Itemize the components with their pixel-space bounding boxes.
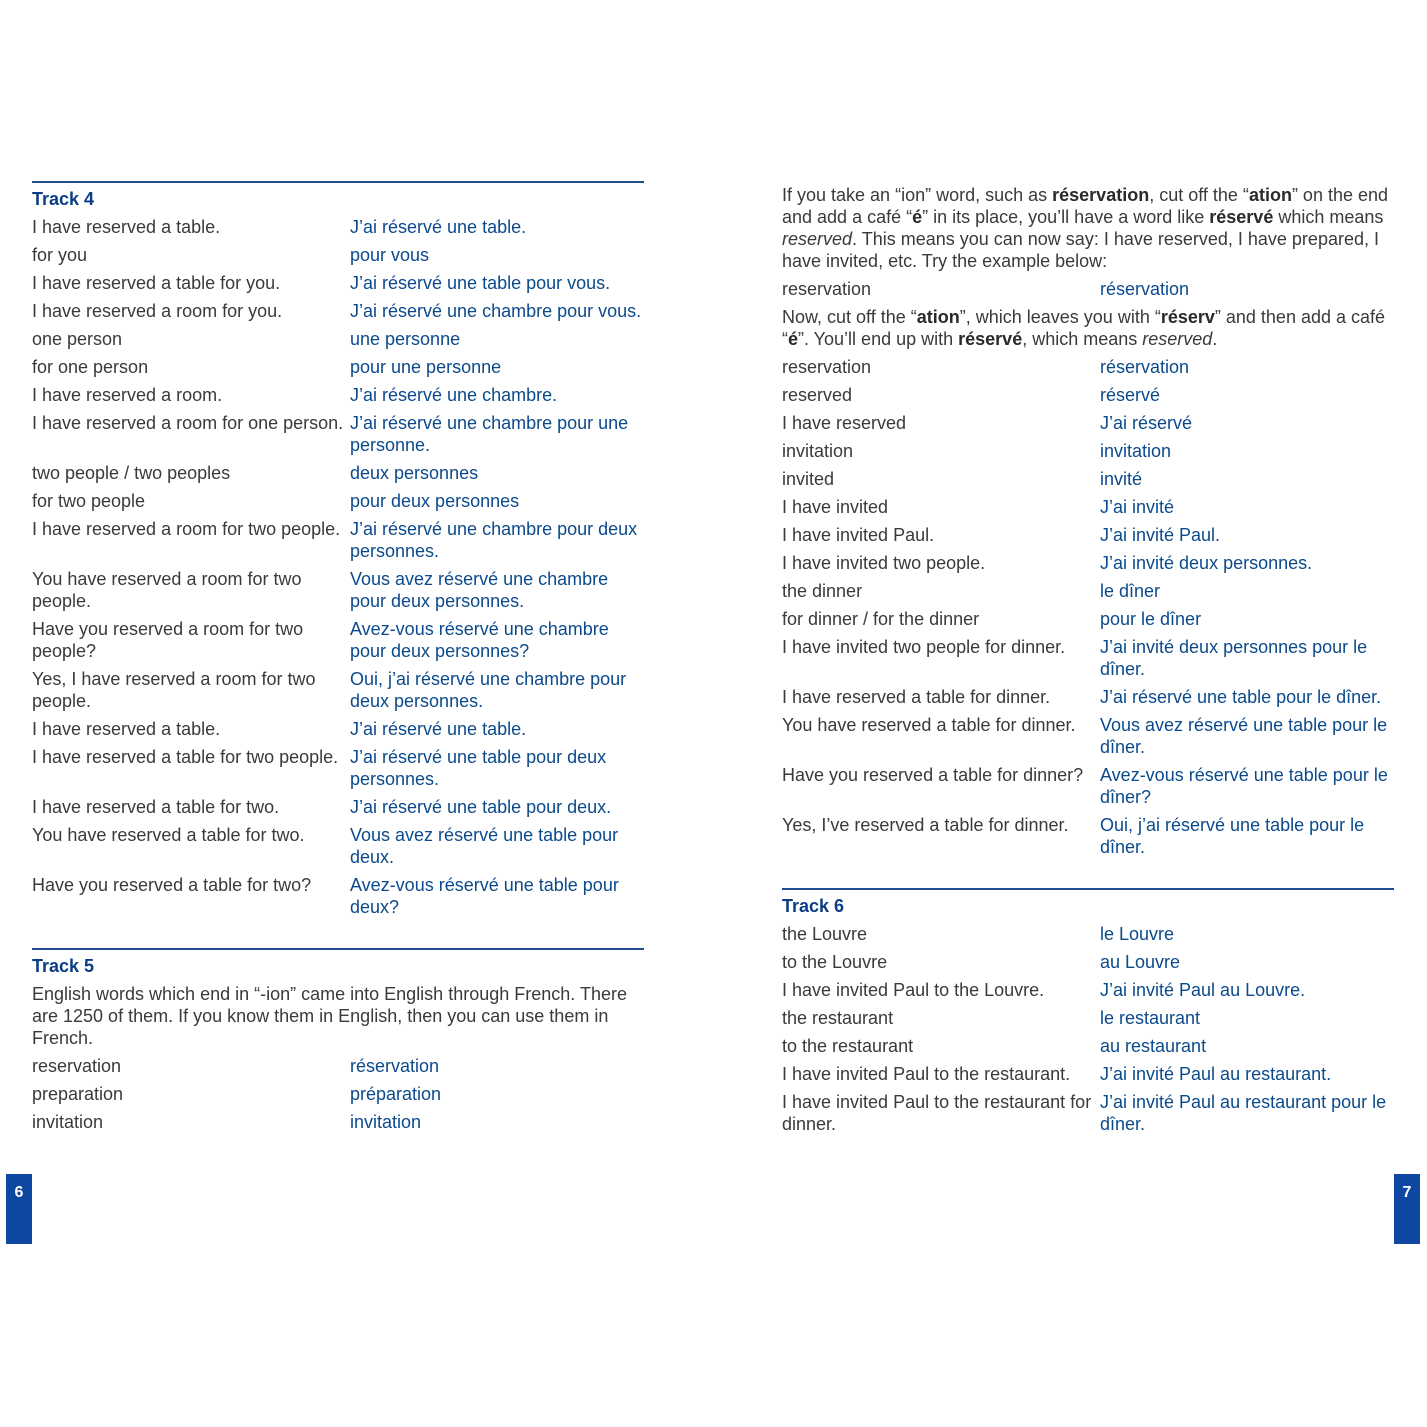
phrase-row <box>782 814 1394 858</box>
phrase-row <box>32 412 644 456</box>
english-phrase: invitation <box>782 441 854 461</box>
phrase-row <box>782 468 1394 490</box>
phrase-row <box>32 718 644 740</box>
english-phrase: I have reserved a room for you. <box>32 301 283 321</box>
phrase-row <box>32 618 644 662</box>
english-phrase: the dinner <box>782 581 863 601</box>
french-phrase: Avez-vous réservé une table pour deux? <box>350 875 619 917</box>
english-phrase: for dinner / for the dinner <box>782 609 980 629</box>
phrase-row <box>32 668 644 712</box>
english-phrase: two people / two peoples <box>32 463 231 483</box>
phrase-row <box>32 328 644 350</box>
phrase-row <box>782 951 1394 973</box>
french-phrase: réservation <box>350 1056 440 1076</box>
track5-title: Track 5 <box>32 956 95 976</box>
track5-phrase-list <box>32 1055 644 1133</box>
english-phrase: I have reserved a table. <box>32 719 221 739</box>
left-page <box>32 181 644 1139</box>
english-phrase: I have invited two people. <box>782 553 986 573</box>
french-phrase: Vous avez réservé une table pour deux. <box>350 825 619 867</box>
phrase-row <box>32 490 644 512</box>
french-phrase: Vous avez réservé une chambre pour deux personnes. <box>350 569 609 611</box>
english-phrase: I have reserved a room. <box>32 385 223 405</box>
phrase-row <box>782 384 1394 406</box>
english-phrase: for two people <box>32 491 146 511</box>
track6-title: Track 6 <box>782 896 845 916</box>
french-phrase: J’ai invité deux personnes. <box>1100 553 1313 573</box>
english-phrase: I have reserved a room for two people. <box>32 519 341 539</box>
french-phrase: invitation <box>1100 441 1172 461</box>
english-phrase: for one person <box>32 357 149 377</box>
english-phrase: I have invited Paul to the restaurant for dinner. <box>782 1092 1092 1134</box>
french-phrase: invité <box>1100 469 1143 489</box>
phrase-row <box>32 356 644 378</box>
right-page <box>782 184 1394 1141</box>
english-phrase: I have invited Paul. <box>782 525 935 545</box>
french-phrase: réservé <box>1100 385 1161 405</box>
phrase-row <box>782 278 1394 300</box>
english-phrase: Have you reserved a table for dinner? <box>782 765 1084 785</box>
phrase-row <box>782 524 1394 546</box>
english-phrase: I have invited Paul to the restaurant. <box>782 1064 1071 1084</box>
english-phrase: I have invited <box>782 497 889 517</box>
track4-title: Track 4 <box>32 189 95 209</box>
english-phrase: the restaurant <box>782 1008 894 1028</box>
phrase-row <box>782 923 1394 945</box>
phrase-row <box>32 746 644 790</box>
french-phrase: réservation <box>1100 357 1190 377</box>
phrase-row <box>782 580 1394 602</box>
phrase-row <box>32 568 644 612</box>
french-phrase: préparation <box>350 1084 442 1104</box>
english-phrase: You have reserved a room for two people. <box>32 569 302 611</box>
track6-phrase-list <box>782 923 1394 1135</box>
english-phrase: one person <box>32 329 123 349</box>
phrase-row <box>32 244 644 266</box>
phrase-row <box>32 272 644 294</box>
phrase-row <box>32 216 644 238</box>
french-phrase: J’ai invité Paul au restaurant. <box>1100 1064 1332 1084</box>
track4-phrase-list <box>32 216 644 918</box>
track6-divider <box>782 888 1394 890</box>
french-phrase: J’ai invité Paul. <box>1100 525 1221 545</box>
phrase-row <box>32 518 644 562</box>
french-phrase: deux personnes <box>350 463 479 483</box>
phrase-row <box>782 552 1394 574</box>
phrase-row <box>32 1083 644 1105</box>
english-phrase: You have reserved a table for two. <box>32 825 305 845</box>
french-phrase: au Louvre <box>1100 952 1181 972</box>
english-phrase: for you <box>32 245 88 265</box>
english-phrase: I have reserved a table for you. <box>32 273 281 293</box>
phrase-row <box>782 1063 1394 1085</box>
english-phrase: invited <box>782 469 835 489</box>
english-phrase: I have invited two people for dinner. <box>782 637 1066 657</box>
phrase-row <box>32 824 644 868</box>
french-phrase: une personne <box>350 329 461 349</box>
english-phrase: invitation <box>32 1112 104 1132</box>
french-phrase: Avez-vous réservé une chambre pour deux personnes? <box>350 619 609 661</box>
french-phrase: le restaurant <box>1100 1008 1201 1028</box>
english-phrase: reservation <box>32 1056 122 1076</box>
english-phrase: I have reserved a table. <box>32 217 221 237</box>
phrase-row <box>782 1035 1394 1057</box>
french-phrase: Vous avez réservé une table pour le dîner. <box>1100 715 1388 757</box>
phrase-row <box>782 356 1394 378</box>
french-phrase: Avez-vous réservé une table pour le dîner? <box>1100 765 1388 807</box>
phrase-row <box>32 1111 644 1133</box>
french-phrase: le dîner <box>1100 581 1161 601</box>
english-phrase: preparation <box>32 1084 124 1104</box>
french-phrase: J’ai réservé une table pour deux personnes. <box>350 747 607 789</box>
french-phrase: pour une personne <box>350 357 502 377</box>
track5-intro: English words which end in “-ion” came into English through French. There are 1250 of them. If you know them in English, then you can use them in French. <box>32 984 627 1048</box>
phrase-row <box>782 1091 1394 1135</box>
reserve-invite-phrase-list <box>782 356 1394 858</box>
french-phrase: Oui, j’ai réservé une table pour le dîner. <box>1100 815 1365 857</box>
french-phrase: pour deux personnes <box>350 491 520 511</box>
english-phrase: reservation <box>782 279 872 299</box>
english-phrase: the Louvre <box>782 924 868 944</box>
phrase-row <box>782 440 1394 462</box>
english-phrase: I have reserved <box>782 413 907 433</box>
ion-explanation-paragraph: If you take an “ion” word, such as réservation, cut off the “ation” on the end and add a café “é” in its place, you’ll have a word like réservé which means reserved. This means you can now say: I have reserved, I have prepared, I have invited, etc. Try the example below: <box>782 185 1389 271</box>
english-phrase: to the restaurant <box>782 1036 914 1056</box>
french-phrase: au restaurant <box>1100 1036 1207 1056</box>
phrase-row <box>32 384 644 406</box>
french-phrase: J’ai réservé une chambre pour deux personnes. <box>350 519 638 561</box>
french-phrase: J’ai invité <box>1100 497 1175 517</box>
phrase-row <box>782 979 1394 1001</box>
phrase-row <box>782 608 1394 630</box>
english-phrase: Yes, I’ve reserved a table for dinner. <box>782 815 1069 835</box>
english-phrase: to the Louvre <box>782 952 888 972</box>
english-phrase: I have reserved a table for two. <box>32 797 280 817</box>
phrase-row <box>782 636 1394 680</box>
french-phrase: pour vous <box>350 245 430 265</box>
phrase-row <box>32 300 644 322</box>
french-phrase: J’ai réservé une table pour vous. <box>350 273 611 293</box>
phrase-row <box>782 412 1394 434</box>
french-phrase: J’ai réservé une table. <box>350 719 527 739</box>
french-phrase: J’ai réservé une chambre pour une personne. <box>350 413 629 455</box>
phrase-row <box>782 686 1394 708</box>
english-phrase: reservation <box>782 357 872 377</box>
phrase-row <box>782 714 1394 758</box>
english-phrase: You have reserved a table for dinner. <box>782 715 1076 735</box>
page-number-tab-right: 7 <box>1394 1174 1420 1244</box>
phrase-row <box>782 764 1394 808</box>
phrase-row <box>32 796 644 818</box>
english-phrase: I have invited Paul to the Louvre. <box>782 980 1045 1000</box>
french-phrase: pour le dîner <box>1100 609 1202 629</box>
english-phrase: I have reserved a table for dinner. <box>782 687 1051 707</box>
ation-explanation-paragraph: Now, cut off the “ation”, which leaves you with “réserv” and then add a café “é”. You’ll end up with réservé, which means reserved. <box>782 307 1386 349</box>
french-phrase: J’ai réservé une table pour le dîner. <box>1100 687 1382 707</box>
english-phrase: Have you reserved a room for two people? <box>32 619 304 661</box>
english-phrase: I have reserved a table for two people. <box>32 747 339 767</box>
phrase-row <box>782 496 1394 518</box>
french-phrase: Oui, j’ai réservé une chambre pour deux personnes. <box>350 669 627 711</box>
french-phrase: J’ai invité Paul au Louvre. <box>1100 980 1306 1000</box>
english-phrase: I have reserved a room for one person. <box>32 413 344 433</box>
english-phrase: Have you reserved a table for two? <box>32 875 312 895</box>
french-phrase: J’ai invité deux personnes pour le dîner. <box>1100 637 1368 679</box>
track4-divider <box>32 181 644 183</box>
french-phrase: J’ai réservé une table pour deux. <box>350 797 612 817</box>
french-phrase: J’ai réservé <box>1100 413 1193 433</box>
french-phrase: invitation <box>350 1112 422 1132</box>
phrase-row <box>32 462 644 484</box>
english-phrase: Yes, I have reserved a room for two people. <box>32 669 316 711</box>
french-phrase: J’ai réservé une chambre pour vous. <box>350 301 642 321</box>
french-phrase: J’ai réservé une table. <box>350 217 527 237</box>
track5-divider <box>32 948 644 950</box>
french-phrase: le Louvre <box>1100 924 1175 944</box>
phrase-row <box>32 1055 644 1077</box>
page-number-tab-left: 6 <box>6 1174 32 1244</box>
french-phrase: J’ai réservé une chambre. <box>350 385 558 405</box>
french-phrase: réservation <box>1100 279 1190 299</box>
french-phrase: J’ai invité Paul au restaurant pour le dîner. <box>1100 1092 1387 1134</box>
phrase-row <box>32 874 644 918</box>
phrase-row <box>782 1007 1394 1029</box>
english-phrase: reserved <box>782 385 853 405</box>
